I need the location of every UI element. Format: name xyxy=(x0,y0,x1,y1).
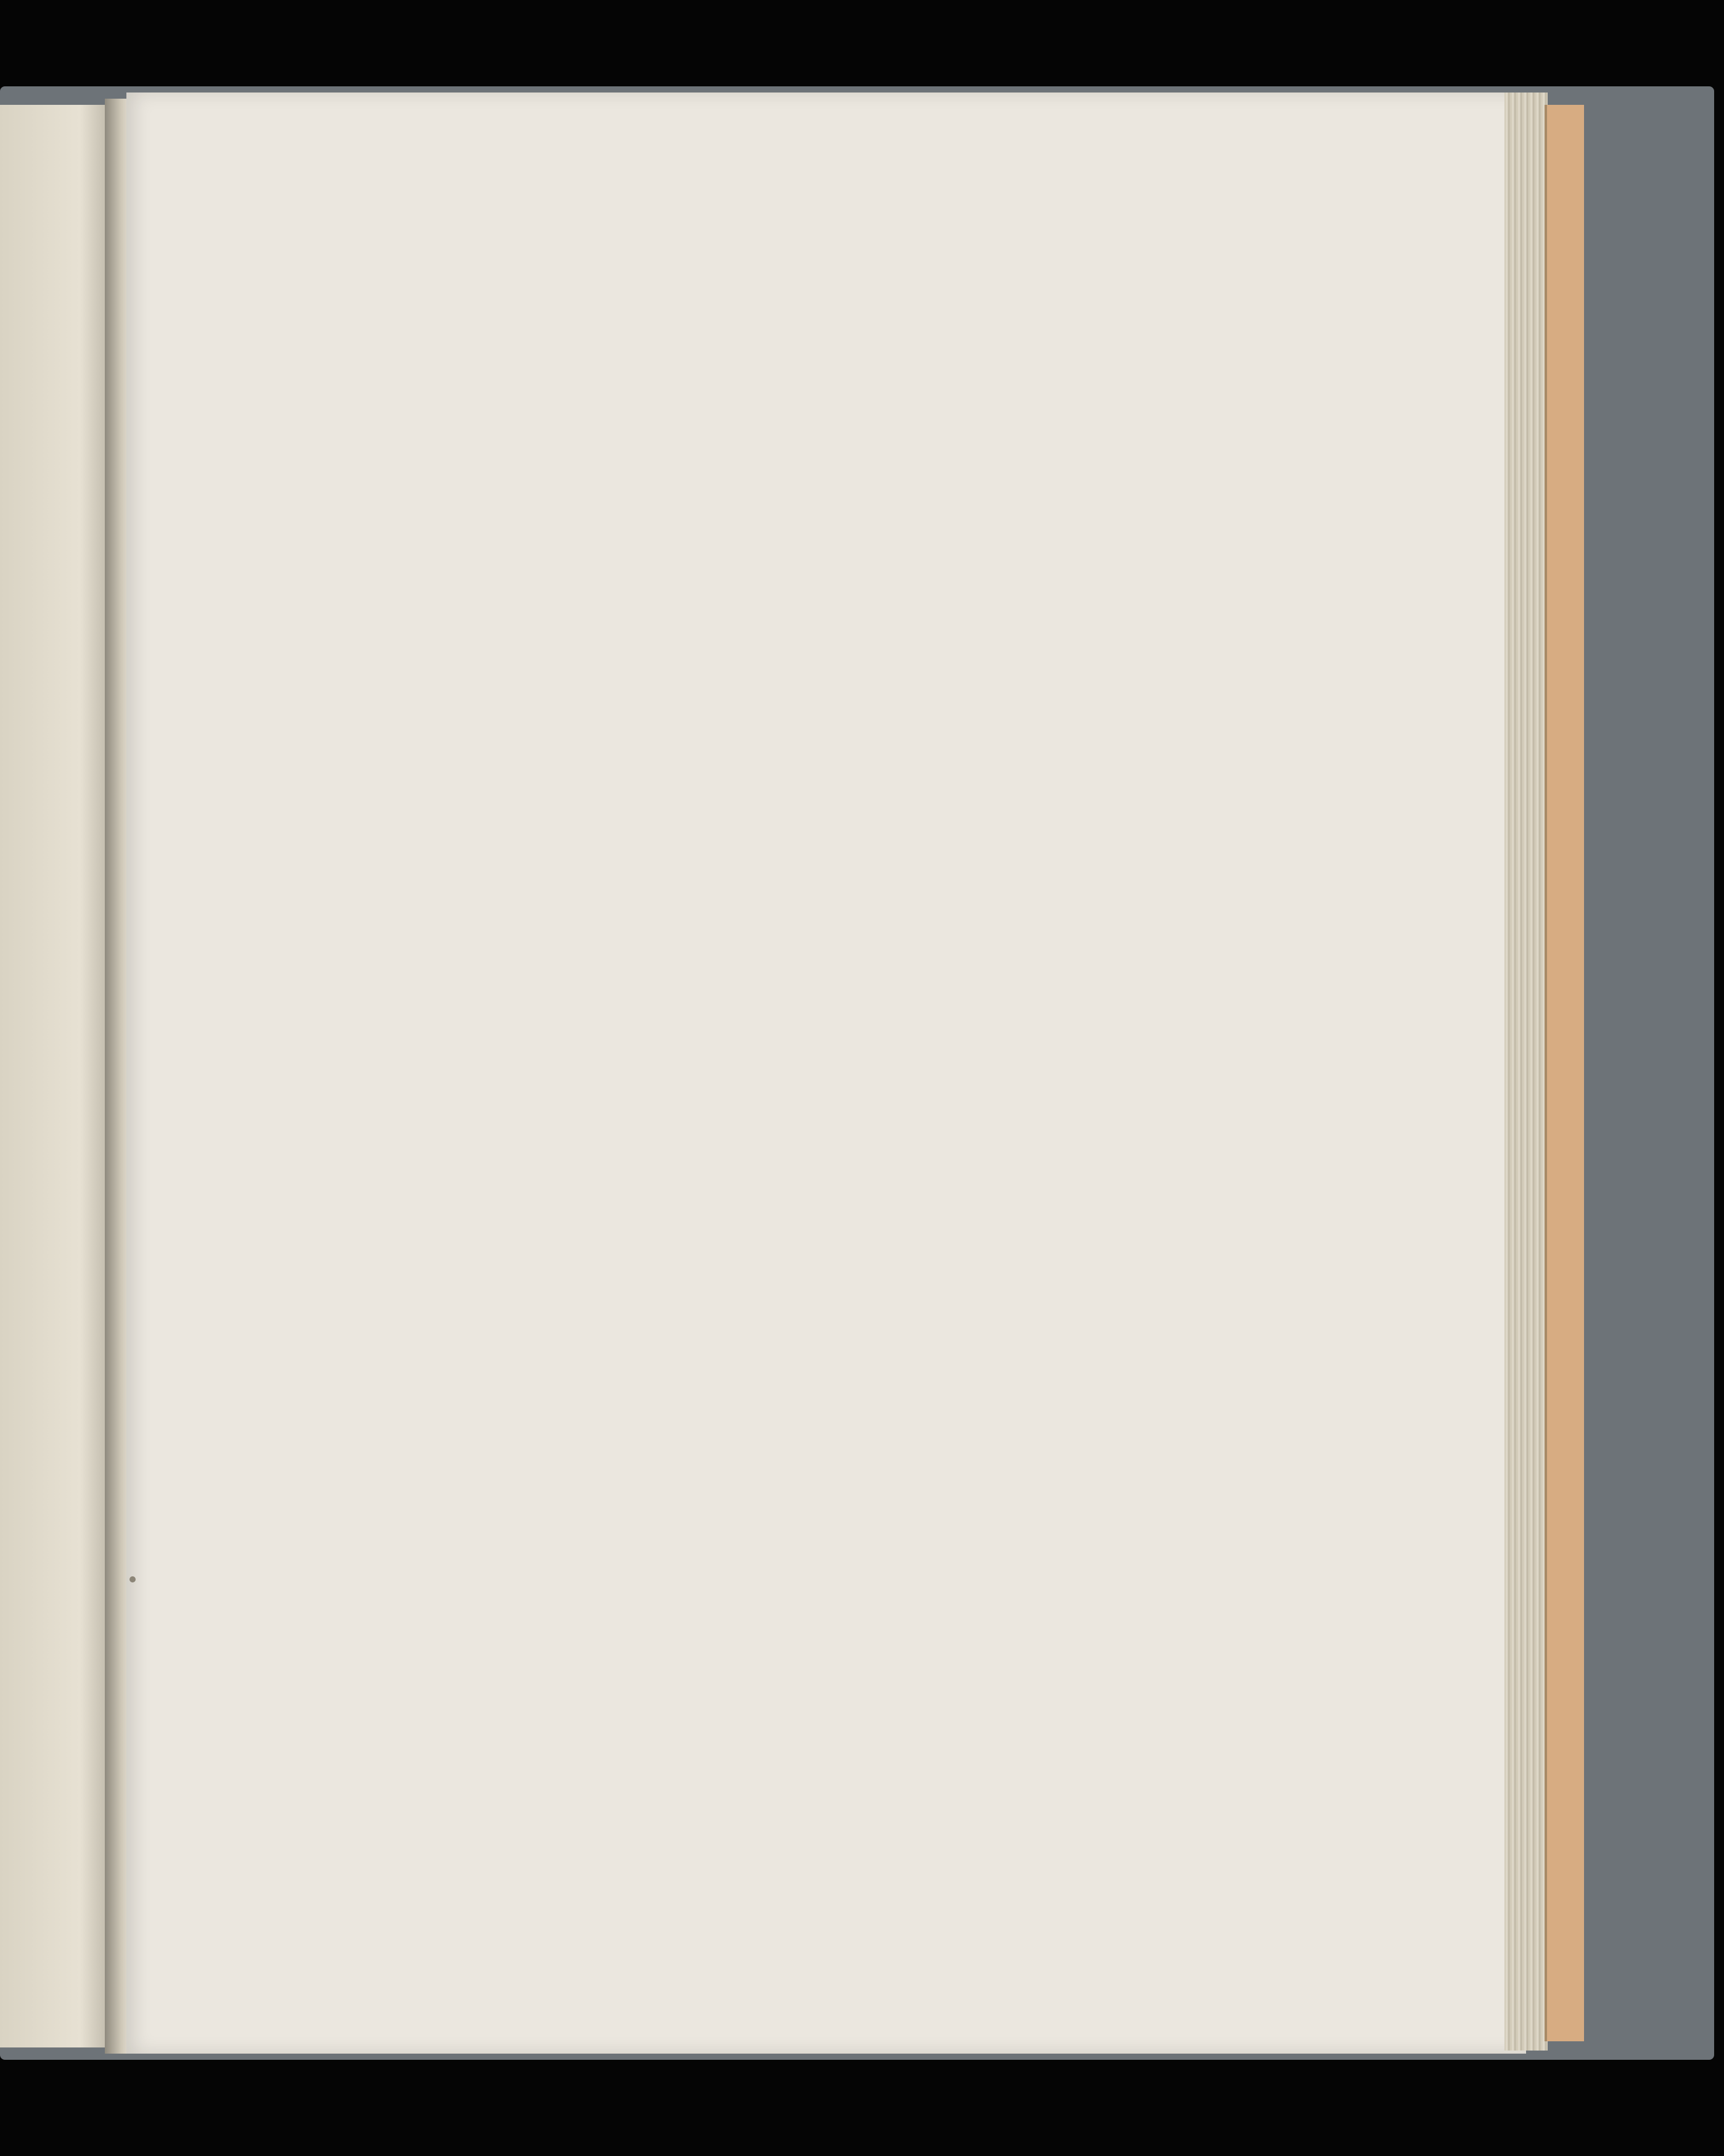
endpaper-edge xyxy=(1545,105,1584,2041)
page-edges xyxy=(1504,93,1548,2051)
paper-speck xyxy=(129,1576,136,1582)
book-page xyxy=(126,93,1526,2054)
left-page-edge xyxy=(0,105,114,2047)
